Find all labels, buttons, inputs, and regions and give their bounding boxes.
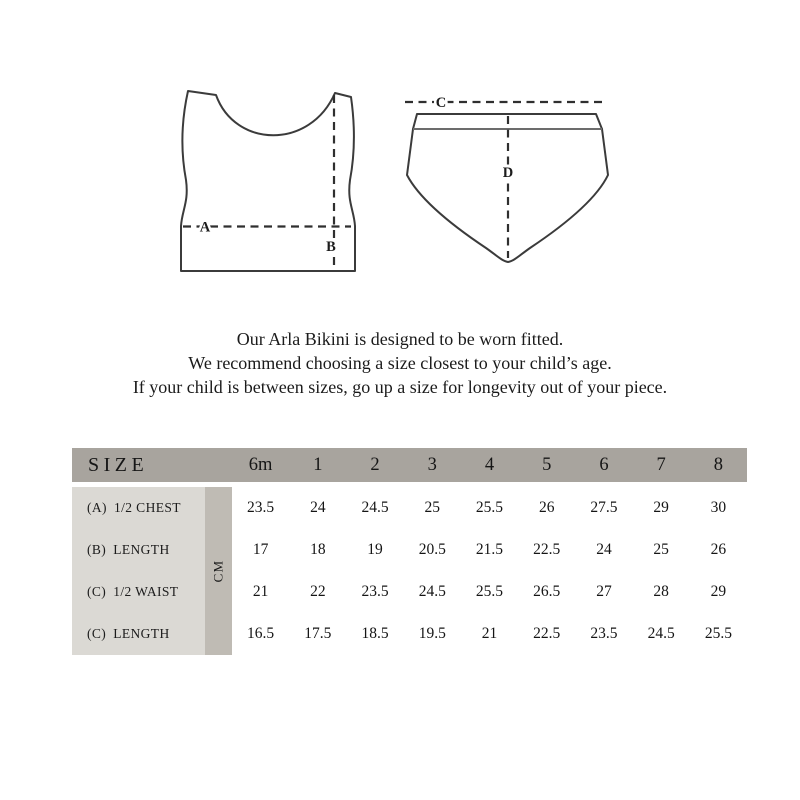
row-label-half-waist: [72, 571, 205, 613]
size-col-header-8: 8: [713, 454, 723, 475]
cell-value: 16.5: [247, 625, 275, 642]
row-title: 1/2 WAIST: [113, 584, 179, 599]
size-col-header-4: 4: [484, 454, 495, 475]
cell-value: 24.5: [361, 499, 389, 516]
bikini-top-diagram: [181, 91, 355, 271]
cell-value: 23.5: [247, 499, 275, 516]
cell-value: 26.5: [533, 583, 561, 600]
bikini-bottom-diagram: [405, 95, 608, 262]
size-col-header-5: 5: [542, 454, 552, 475]
row-title: LENGTH: [113, 626, 170, 641]
cell-value: 27: [596, 583, 612, 600]
cell-value: 25.5: [475, 499, 504, 516]
row-key: (C): [87, 626, 107, 641]
row-label-top-length: [72, 529, 205, 571]
row-label-bottom-length: [72, 613, 205, 655]
cell-value: 22.5: [533, 625, 561, 642]
fit-description-line: Our Arla Bikini is designed to be worn fitted.: [236, 329, 564, 349]
cell-value: 25.5: [475, 583, 504, 600]
row-key: (B): [87, 542, 107, 557]
measure-label-a: A: [199, 219, 211, 236]
cell-value: 24.5: [418, 583, 446, 600]
fit-description-line: If your child is between sizes, go up a size for longevity out of your piece.: [132, 377, 668, 397]
fit-description: [0, 327, 800, 399]
size-table-body: [72, 487, 747, 655]
cell-value: 19: [367, 541, 383, 558]
cell-value: 26: [538, 499, 555, 516]
row-key: (C): [87, 584, 107, 599]
cell-value: 18.5: [361, 625, 389, 642]
cell-value: 23.5: [590, 625, 618, 642]
cell-value: 21: [481, 625, 498, 642]
cell-value: 21.5: [475, 541, 504, 558]
cell-value: 28: [653, 583, 669, 600]
row-title: LENGTH: [113, 542, 170, 557]
cell-value: 29: [653, 499, 669, 516]
cell-value: 26: [710, 541, 727, 558]
cell-value: 24.5: [647, 625, 675, 642]
measure-label-d: D: [502, 165, 514, 181]
cell-value: 25: [424, 499, 441, 516]
size-table-header: [72, 448, 747, 482]
unit-column: [205, 487, 232, 655]
size-table-title: SIZE: [88, 453, 149, 476]
cell-value: 21: [252, 583, 269, 600]
cell-value: 22: [310, 583, 326, 600]
row-key: (A): [87, 500, 107, 515]
size-table: [72, 448, 747, 655]
garment-diagrams: [0, 0, 800, 330]
unit-label: CM: [210, 559, 226, 583]
cell-value: 25: [653, 541, 669, 558]
cell-value: 24: [310, 499, 326, 516]
cell-value: 25.5: [704, 625, 732, 642]
cell-value: 24: [596, 541, 612, 558]
fit-description-line: We recommend choosing a size closest to your child’s age.: [188, 353, 612, 373]
size-col-header-6: 6: [599, 454, 609, 475]
cell-value: 27.5: [590, 499, 618, 516]
size-col-header-2: 2: [370, 454, 380, 475]
cell-value: 18: [310, 541, 326, 558]
cell-value: 29: [710, 583, 727, 600]
cell-value: 22.5: [533, 541, 561, 558]
size-col-header-6m: 6m: [248, 454, 273, 475]
size-col-header-1: 1: [313, 454, 323, 475]
cell-value: 19.5: [418, 625, 446, 642]
cell-value: 20.5: [418, 541, 446, 558]
row-title: 1/2 CHEST: [113, 500, 181, 515]
cell-value: 30: [710, 499, 727, 516]
cell-value: 17.5: [304, 625, 332, 642]
size-col-header-3: 3: [427, 454, 437, 475]
measure-label-b: B: [326, 239, 336, 255]
cell-value: 23.5: [361, 583, 389, 600]
row-label-half-chest: [72, 487, 205, 529]
measure-label-c: C: [435, 95, 447, 111]
cell-value: 17: [252, 541, 269, 558]
size-col-header-7: 7: [656, 454, 666, 475]
